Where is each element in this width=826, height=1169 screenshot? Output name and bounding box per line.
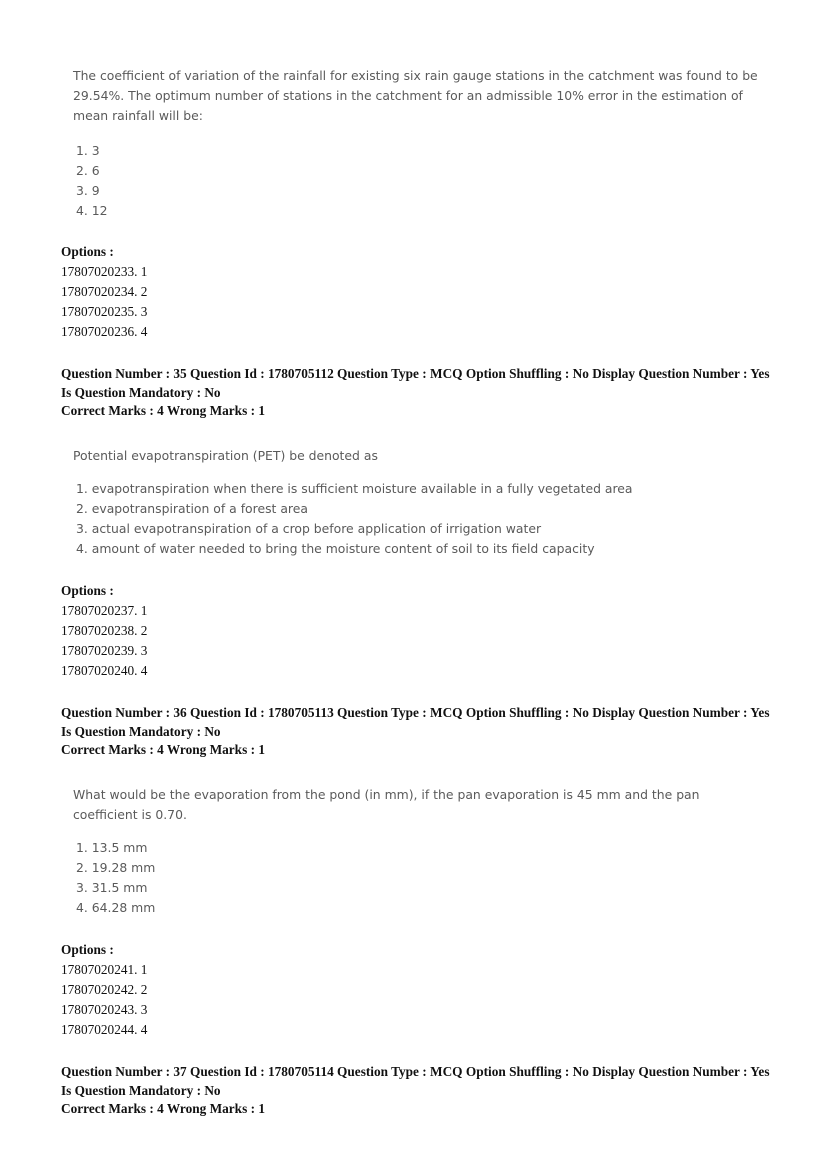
q36-question-image	[73, 785, 763, 918]
option-id-row: 17807020234. 2	[61, 284, 148, 299]
q36-choice-2: 2. 19.28 mm	[76, 860, 156, 875]
option-id-row: 17807020244. 4	[61, 1022, 148, 1037]
option-id-row: 17807020239. 3	[61, 643, 148, 658]
option-id-row: 17807020235. 3	[61, 304, 148, 319]
q35-question-text: Potential evapotranspiration (PET) be denoted as	[73, 448, 378, 463]
q34-options	[61, 242, 147, 342]
q34-choice-3: 3. 9	[76, 183, 100, 198]
marks-line: Correct Marks : 4 Wrong Marks : 1	[61, 1101, 265, 1116]
options-heading: Options :	[61, 942, 114, 957]
q36-question-text: What would be the evaporation from the pond (in mm), if the pan evaporation is 45 mm and the pan coefficient is 0.70.	[73, 787, 700, 822]
mandatory-line: Is Question Mandatory : No	[61, 723, 221, 739]
option-id-row: 17807020233. 1	[61, 264, 148, 279]
option-id-row: 17807020240. 4	[61, 663, 148, 678]
q34-choice-4: 4. 12	[76, 203, 108, 218]
q36-choice-list	[73, 838, 763, 918]
option-id-row: 17807020237. 1	[61, 603, 148, 618]
q36-choice-4: 4. 64.28 mm	[76, 900, 156, 915]
q35-options	[61, 581, 147, 681]
q35-choice-list	[73, 479, 763, 559]
q36-choice-1: 1. 13.5 mm	[76, 840, 148, 855]
q35-choice-3: 3. actual evapotranspiration of a crop before application of irrigation water	[76, 521, 542, 536]
q34-choice-1: 1. 3	[76, 143, 100, 158]
option-id-row: 17807020243. 3	[61, 1002, 148, 1017]
options-heading: Options :	[61, 583, 114, 598]
q35-choice-4: 4. amount of water needed to bring the moisture content of soil to its field capacity	[76, 541, 595, 556]
q34-question-text: The coefficient of variation of the rainfall for existing six rain gauge stations in the catchment was found to be 29.54%. The optimum number of stations in the catchment for an admissible 10% error in the estimation of mean rainfall will be:	[73, 68, 758, 123]
q34-question-image	[73, 66, 763, 221]
option-id-row: 17807020242. 2	[61, 982, 148, 997]
option-id-row: 17807020236. 4	[61, 324, 148, 339]
option-id-row: 17807020238. 2	[61, 623, 148, 638]
mandatory-line: Is Question Mandatory : No	[61, 384, 221, 400]
q36-meta	[61, 704, 770, 760]
q36-options	[61, 940, 147, 1040]
question-info-line: Question Number : 36 Question Id : 1780705113 Question Type : MCQ Option Shuffling : No Display Question Number : Yes	[61, 705, 770, 720]
mandatory-line: Is Question Mandatory : No	[61, 1082, 221, 1098]
q34-choice-2: 2. 6	[76, 163, 100, 178]
q35-meta	[61, 365, 770, 421]
question-info-line: Question Number : 37 Question Id : 1780705114 Question Type : MCQ Option Shuffling : No Display Question Number : Yes	[61, 1064, 770, 1079]
marks-line: Correct Marks : 4 Wrong Marks : 1	[61, 403, 265, 418]
marks-line: Correct Marks : 4 Wrong Marks : 1	[61, 742, 265, 757]
q35-question-image	[73, 446, 763, 559]
options-heading: Options :	[61, 244, 114, 259]
question-info-line: Question Number : 35 Question Id : 1780705112 Question Type : MCQ Option Shuffling : No Display Question Number : Yes	[61, 366, 770, 381]
q37-meta	[61, 1063, 770, 1119]
q35-choice-1: 1. evapotranspiration when there is sufficient moisture available in a fully vegetated area	[76, 481, 633, 496]
q34-choice-list	[73, 141, 763, 221]
q36-choice-3: 3. 31.5 mm	[76, 880, 148, 895]
option-id-row: 17807020241. 1	[61, 962, 148, 977]
q35-choice-2: 2. evapotranspiration of a forest area	[76, 501, 308, 516]
